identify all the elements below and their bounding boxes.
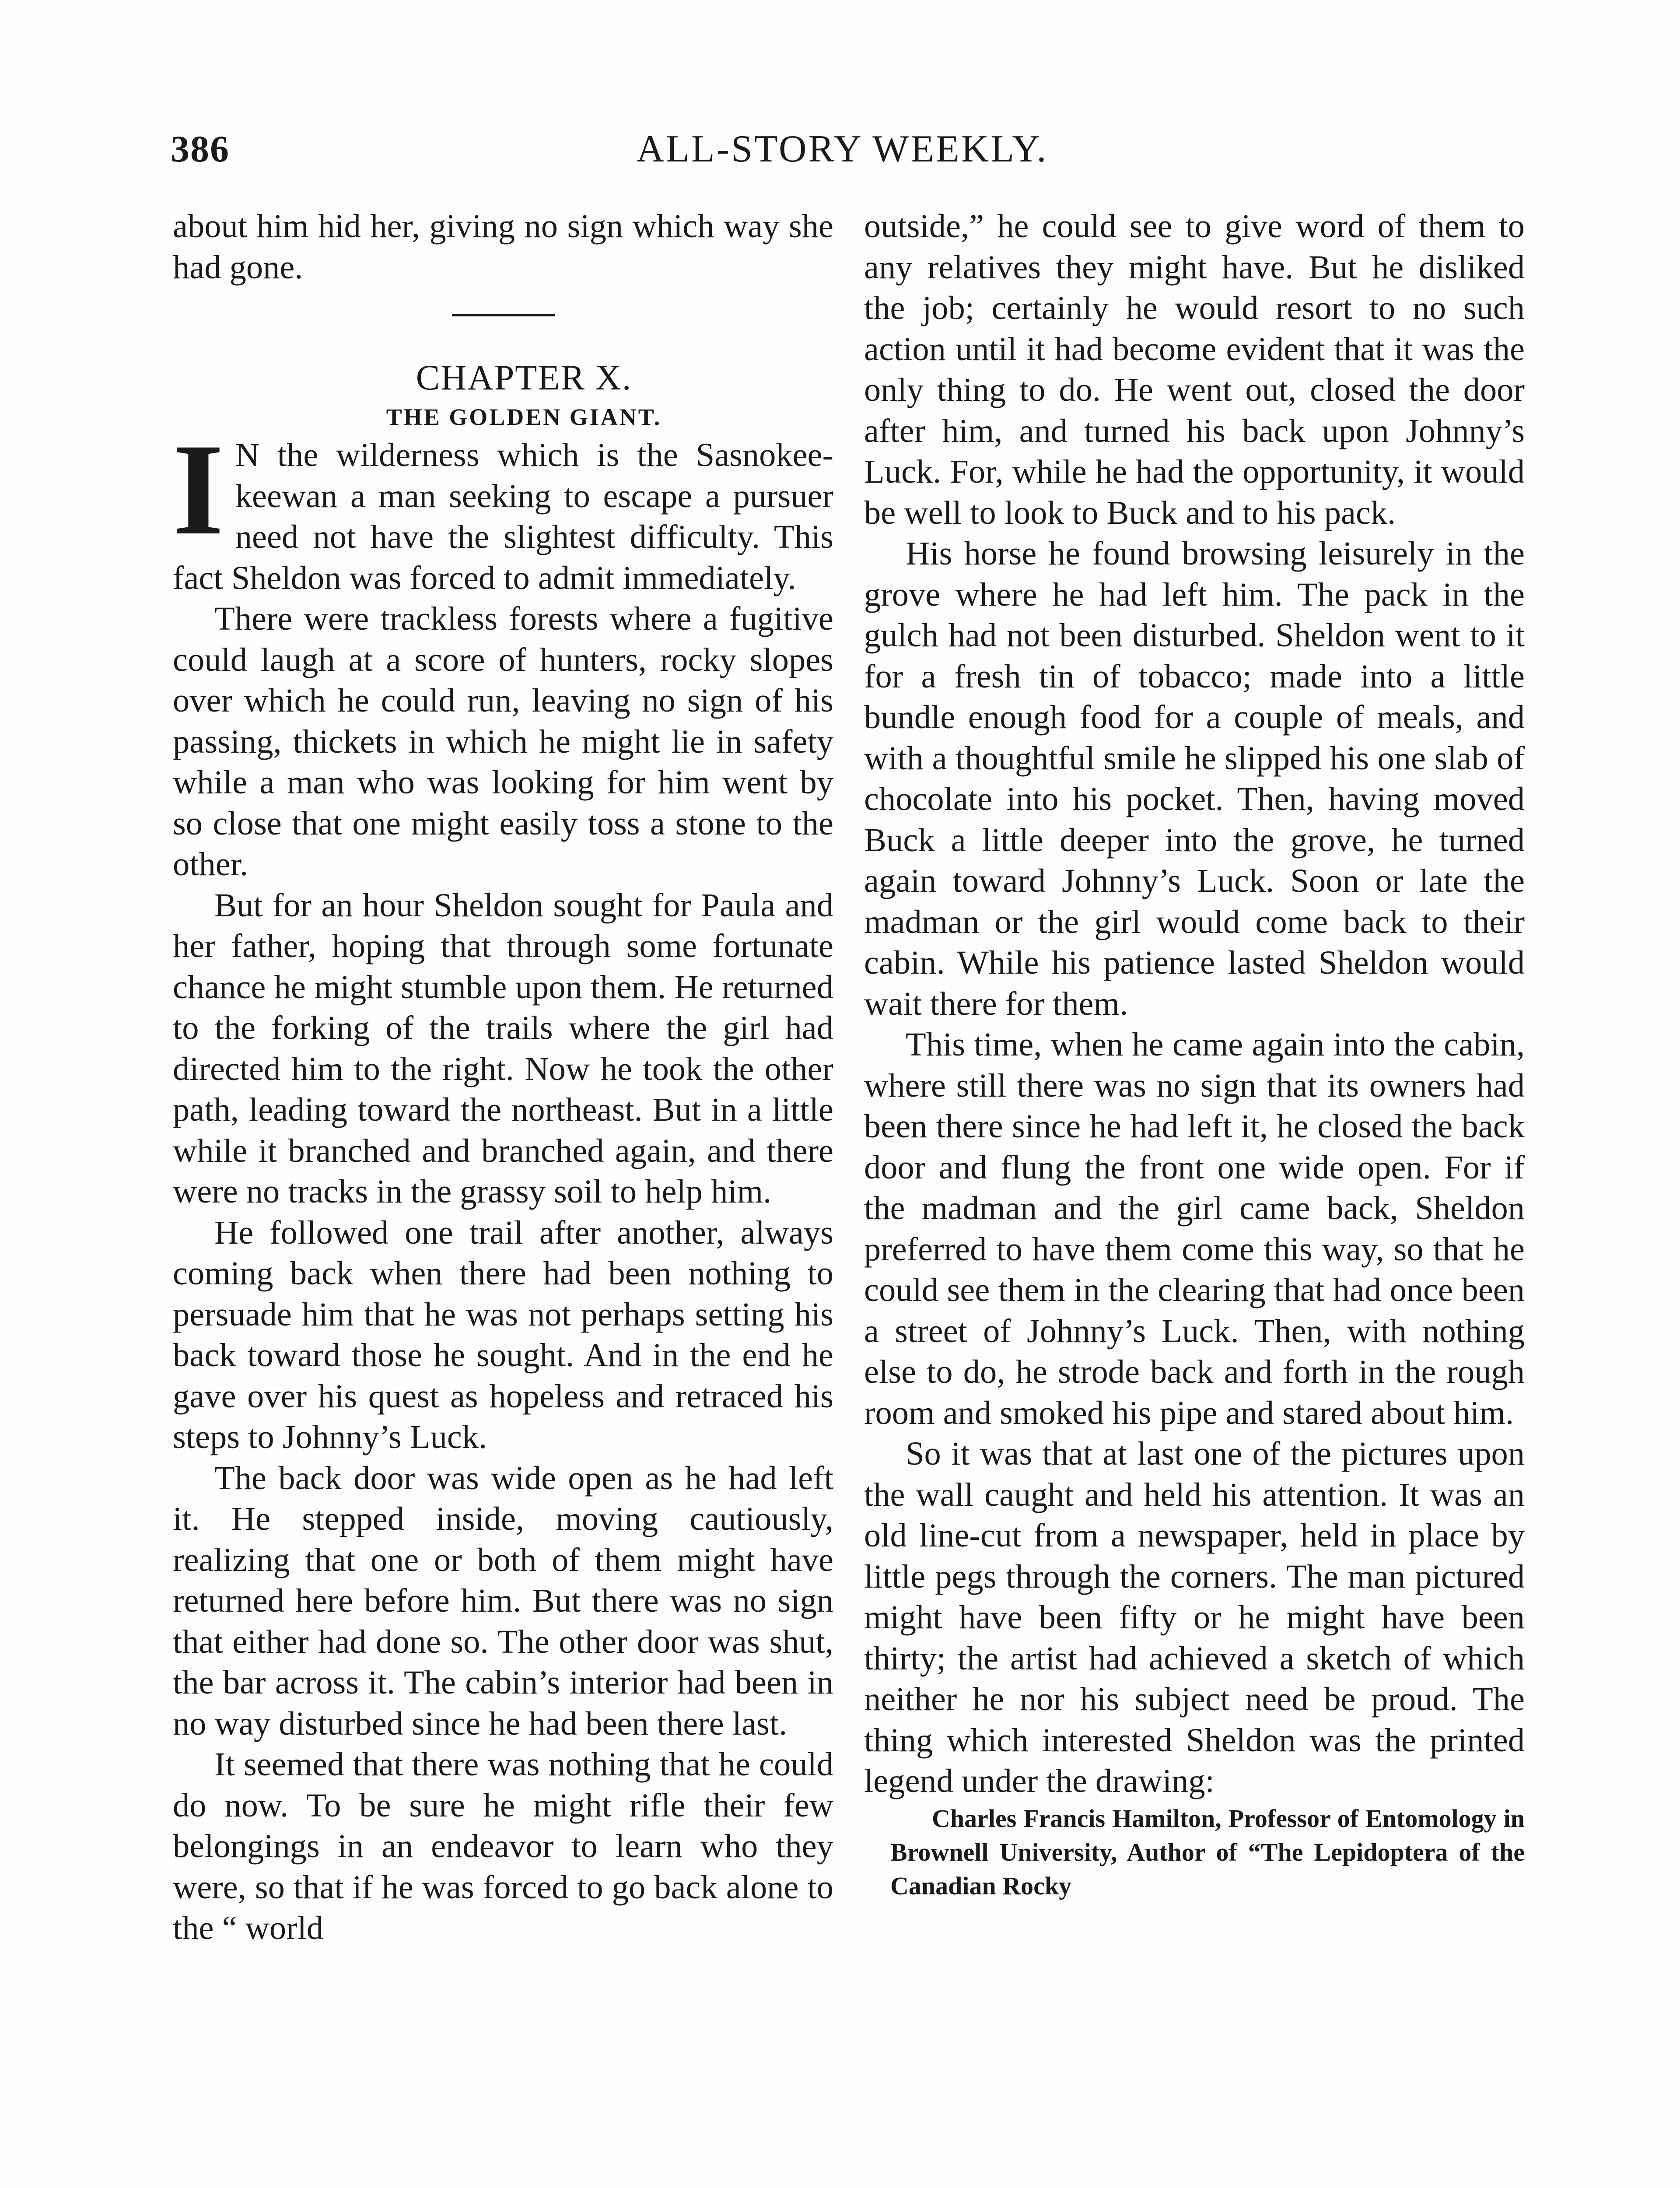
paragraph: So it was that at last one of the pictures upon the wall caught and held his attention. It was an old line-cut from a newspaper, held in place by little pegs through the corners. The man pictured might have been fifty or he might have been thirty; the artist had achieved a sketch of which neither he nor his subject need be proud. The thing which interested Sheldon was the printed legend under the drawing: [864,1435,1525,1799]
left-column [173,206,833,1949]
paragraph: outside,” he could see to give word of them to any relatives they might have. But he disliked the job; certainly he would resort to no such action until it had become evident that it was the only thing to do. He went out, closed the door after him, and turned his back upon Johnny’s Luck. For, while he had the opportunity, it would be well to look to Buck and to his pack. [864,207,1525,531]
paragraph: There were trackless forests where a fugitive could laugh at a score of hunters, rocky slopes over which he could run, leaving no sign of his passing, thickets in which he might lie in safety while a man who was looking for him went by so close that one might easily toss a stone to the other. [173,600,833,883]
drop-cap: I [173,417,224,562]
paragraph: This time, when he came again into the cabin, where still there was no sign that its owners had been there since he had left it, he closed the back door and flung the front one wide open. For if the madman and the girl came back, Sheldon preferred to have them come this way, so that he could see them in the clearing that had once been a street of Johnny’s Luck. Then, with nothing else to do, he strode back and forth in the rough room and smoked his pipe and stared about him. [864,1026,1525,1431]
paragraph: about him hid her, giving no sign which way she had gone. [173,207,833,286]
chapter-title: CHAPTER X. [416,358,632,397]
right-column [864,206,1525,1903]
paragraph: He followed one trail after another, always coming back when there had been nothing to persuade him that he was not perhaps setting his back toward those he sought. And in the end he gave over his quest as hopeless and retraced his steps to Johnny’s Luck. [173,1213,833,1455]
page-header [171,127,1514,184]
paragraph-text: N the wilderness which is the Sasnokee-keewan a man seeking to escape a pursuer need not have the slightest difficulty. This fact Sheldon was forced to admit immediately. [173,436,833,596]
chapter-subtitle: THE GOLDEN GIANT. [386,404,662,430]
picture-legend: Charles Francis Hamilton, Professor of Entomology in Brownell University, Author of “The Lepidoptera of the Canadian Rocky [890,1804,1525,1900]
running-title: ALL-STORY WEEKLY. [636,128,1048,170]
paragraph: The back door was wide open as he had left it. He stepped inside, moving cautiously, realizing that one or both of them might have returned here before him. But there was no sign that either had done so. The other door was shut, the bar across it. The cabin’s interior had been in no way disturbed since he had been there last. [173,1459,833,1742]
paragraph: It seemed that there was nothing that he could do now. To be sure he might rifle their few belongings in an endeavor to learn who they were, so that if he was forced to go back alone to the “ world [173,1746,833,1946]
paragraph: His horse he found browsing leisurely in the grove where he had left him. The pack in the gulch had not been disturbed. Sheldon went to it for a fresh tin of tobacco; made into a little bundle enough food for a couple of meals, and with a thoughtful smile he slipped his one slab of chocolate into his pocket. Then, having moved Buck a little deeper into the grove, he turned again toward Johnny’s Luck. Soon or late the madman or the girl would come back to their cabin. While his patience lasted Sheldon would wait there for them. [864,535,1525,1022]
paragraph: But for an hour Sheldon sought for Paula and her father, hoping that through some fortunate chance he might stumble upon them. He returned to the forking of the trails where the girl had directed him to the right. Now he took the other path, leading toward the northeast. But in a little while it branched and branched again, and there were no tracks in the grassy soil to help him. [173,886,833,1210]
section-divider [452,314,555,316]
page-number: 386 [171,128,230,170]
